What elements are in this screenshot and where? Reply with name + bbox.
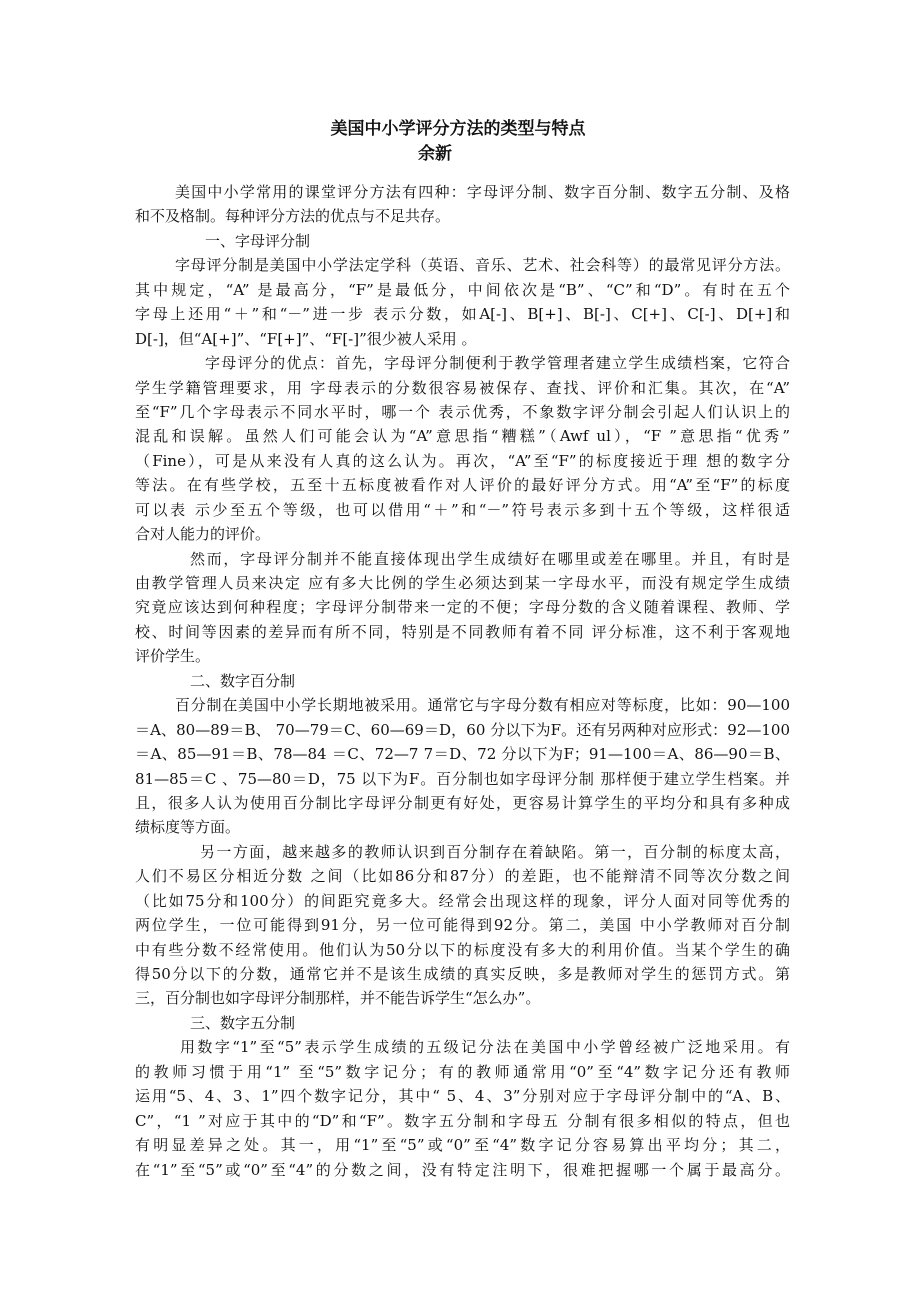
text-line: 绩标度等方面。 [135,818,241,837]
text-line: 美国中小学常用的课堂评分方法有四种：字母评分制、数字百分制、数字五分制、及格 [175,183,790,201]
document-body [135,180,790,1182]
text-line: 可以表 示少至五个等级，也可以借用“＋”和“－”符号表示多到十五个等级，这样很适 [135,500,790,519]
text-line: 有明显差异之处。其一，用“1”至“5”或“0”至“4”数字记分容易算出平均分；其二， [135,1136,790,1155]
text-line: 学生学籍管理要求，用 字母表示的分数很容易被保存、查找、评价和汇集。其次，在“A” [135,378,790,397]
text-line: 等法。在有些学校，五至十五标度被看作对人评价的最好评分方式。用“A”至“F”的标度 [135,476,790,495]
section-heading: 一、字母评分制 [205,231,311,250]
text-line: 在“1”至“5”或“0”至“4”的分数之间，没有特定注明下，很难把握哪一个属于最高分。 [135,1160,790,1179]
text-line: 且，很多人认为使用百分制比字母评分制更有好处，更容易计算学生的平均分和具有多种成 [135,793,790,812]
text-line: 评价学生。 [135,647,211,666]
text-line: C”，“1 ”对应于其中的“D”和“F”。数字五分制和字母五 分制有很多相似的特点，但也 [135,1111,790,1130]
text-line: 究竟应该达到何种程度；字母评分制带来一定的不便；字母分数的含义随着课程、教师、学 [135,598,790,617]
text-line: 和不及格制。每种评分方法的优点与不足共存。 [135,207,451,226]
text-line: 中有些分数不经常使用。他们认为50分以下的标度没有多大的利用价值。当某个学生的确 [135,940,790,959]
text-line: （比如75分和100分）的间距究竟多大。经常会出现这样的现象，评分人面对同等优秀的 [135,891,790,910]
text-line: D[-]，但“A[+]”、“F[+]”、“F[-]”很少被人采用 。 [135,329,477,348]
text-line: 字母上还用“＋”和“－”进一步 表示分数，如A[-]、B[+]、B[-]、C[+]、C[-]、D[+]和 [135,305,790,324]
text-line: 人们不易区分相近分数 之间（比如86分和87分）的差距，也不能辩清不同等次分数之间 [135,867,790,886]
text-line: 合对人能力的评价。 [135,525,271,544]
section-heading: 二、数字百分制 [190,671,296,690]
text-line: 校、时间等因素的差异而有所不同，特别是不同教师有着不同 评分标准，这不利于客观地 [135,622,790,641]
document-author: 余新 [418,144,452,164]
text-line: 字母评分制是美国中小学法定学科（英语、音乐、艺术、社会科等）的最常见评分方法。 [175,256,790,275]
text-line: 混乱和误解。虽然人们可能会认为“A”意思指“糟糕”（Awf ul），“F ”意思指“优秀” [135,427,790,446]
text-line: 至“F”几个字母表示不同水平时，哪一个 表示优秀，不象数字评分制会引起人们认识上的 [135,402,790,421]
section-heading: 三、数字五分制 [190,1013,296,1032]
text-line: ＝A、85—91＝B、78—84 ＝C、72—7 7＝D、72 分以下为F；91—100＝A、86—90＝B、 [135,745,790,764]
text-line: 的教师习惯于用“1” 至“5”数字记分；有的教师通常用“0”至“4”数字记分还有教师 [135,1062,790,1081]
text-line: 运用“5、4、3、1”四个数字记分，其中“ 5、4、3”分别对应于字母评分制中的“A、B、 [135,1087,790,1106]
document-title: 美国中小学评分方法的类型与特点 [330,119,586,139]
text-line: 然而，字母评分制并不能直接体现出学生成绩好在哪里或差在哪里。并且，有时是 [190,549,790,568]
text-line: （Fine），可是从来没有人真的这么认为。再次，“A”至“F”的标度接近于理 想的数字分 [135,451,790,470]
text-line: 字母评分的优点：首先，字母评分制便利于教学管理者建立学生成绩档案，它符合 [205,354,790,373]
text-line: ＝A、80—89＝B、 70—79＝C、60—69＝D，60 分以下为F。还有另两种对应形式：92—100 [135,720,790,739]
text-line: 三，百分制也如字母评分制那样，并不能告诉学生“怎么办”。 [135,989,541,1008]
text-line: 得50分以下的分数，通常它并不是该生成绩的真实反映，多是教师对学生的惩罚方式。第 [135,965,790,983]
text-line: 由教学管理人员来决定 应有多大比例的学生必须达到某一字母水平，而没有规定学生成绩 [135,574,790,592]
text-line: 其中规定，“A” 是最高分，“F”是最低分，中间依次是“B”、“C”和“D”。有时在五个 [135,280,790,299]
text-line: 两位学生，一位可能得到91分，另一位可能得到92分。第二，美国 中小学教师对百分制 [135,916,790,935]
text-line: 用数字“1”至“5”表示学生成绩的五级记分法在美国中小学曾经被广泛地采用。有 [180,1038,790,1057]
text-line: 81—85＝C 、75—80＝D，75 以下为F。百分制也如字母评分制 那样便于建立学生档案。并 [135,769,790,788]
text-line: 另一方面，越来越多的教师认识到百分制存在着缺陷。第一，百分制的标度太高， [200,842,790,861]
text-line: 百分制在美国中小学长期地被采用。通常它与字母分数有相应对等标度，比如：90—100 [175,696,790,715]
